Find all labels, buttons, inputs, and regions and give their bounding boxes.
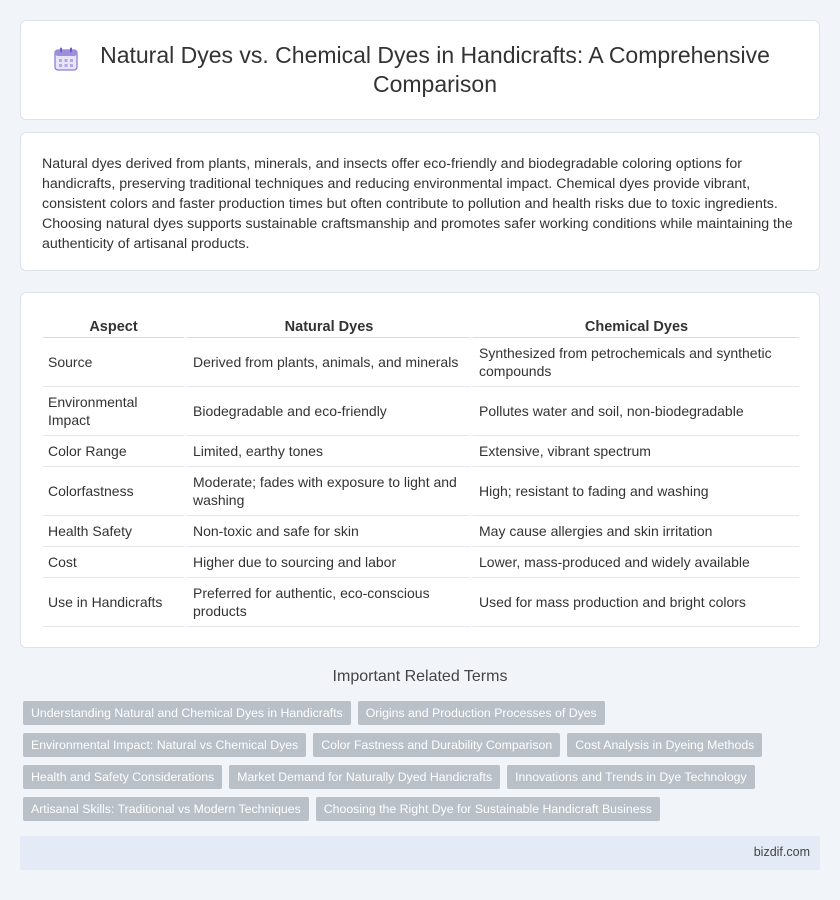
header-card bbox=[20, 20, 820, 120]
cell-aspect: Colorfastness bbox=[43, 467, 184, 516]
header-natural-dyes: Natural Dyes bbox=[184, 316, 470, 338]
cell-chemical: Synthesized from petrochemicals and synthetic compounds bbox=[470, 338, 799, 387]
table-row bbox=[43, 436, 799, 467]
footer-site-link[interactable]: bizdif.com bbox=[753, 845, 810, 859]
cell-chemical: Used for mass production and bright colors bbox=[470, 578, 799, 627]
footer bbox=[20, 836, 820, 870]
cell-natural: Derived from plants, animals, and minerals bbox=[184, 338, 470, 387]
table-header-row bbox=[43, 316, 799, 338]
cell-chemical: Pollutes water and soil, non-biodegradable bbox=[470, 387, 799, 436]
cell-aspect: Health Safety bbox=[43, 516, 184, 547]
cell-natural: Non-toxic and safe for skin bbox=[184, 516, 470, 547]
table-row bbox=[43, 547, 799, 578]
tag-row bbox=[23, 797, 823, 821]
related-terms-list bbox=[23, 701, 823, 829]
cell-aspect: Source bbox=[43, 338, 184, 387]
cell-natural: Limited, earthy tones bbox=[184, 436, 470, 467]
cell-aspect: Color Range bbox=[43, 436, 184, 467]
tag-link[interactable]: Environmental Impact: Natural vs Chemical Dyes bbox=[23, 733, 306, 757]
table-row bbox=[43, 516, 799, 547]
tag-row bbox=[23, 701, 823, 725]
cell-aspect: Cost bbox=[43, 547, 184, 578]
tag-link[interactable]: Choosing the Right Dye for Sustainable Handicraft Business bbox=[316, 797, 660, 821]
tag-link[interactable]: Health and Safety Considerations bbox=[23, 765, 222, 789]
cell-chemical: May cause allergies and skin irritation bbox=[470, 516, 799, 547]
tag-row bbox=[23, 765, 823, 789]
cell-natural: Preferred for authentic, eco-conscious products bbox=[184, 578, 470, 627]
page-title: Natural Dyes vs. Chemical Dyes in Handicrafts: A Comprehensive Comparison bbox=[100, 42, 770, 97]
tag-link[interactable]: Market Demand for Naturally Dyed Handicrafts bbox=[229, 765, 500, 789]
comparison-table bbox=[43, 316, 799, 627]
tag-link[interactable]: Artisanal Skills: Traditional vs Modern Techniques bbox=[23, 797, 309, 821]
cell-natural: Higher due to sourcing and labor bbox=[184, 547, 470, 578]
table-row bbox=[43, 338, 799, 387]
tag-link[interactable]: Cost Analysis in Dyeing Methods bbox=[567, 733, 762, 757]
comparison-table-card bbox=[20, 292, 820, 648]
cell-aspect: Use in Handicrafts bbox=[43, 578, 184, 627]
table-row bbox=[43, 387, 799, 436]
cell-natural: Moderate; fades with exposure to light and washing bbox=[184, 467, 470, 516]
cell-aspect: Environmental Impact bbox=[43, 387, 184, 436]
cell-chemical: Lower, mass-produced and widely available bbox=[470, 547, 799, 578]
header-aspect: Aspect bbox=[43, 316, 184, 338]
tag-link[interactable]: Innovations and Trends in Dye Technology bbox=[507, 765, 755, 789]
header-chemical-dyes: Chemical Dyes bbox=[470, 316, 799, 338]
table-row bbox=[43, 578, 799, 627]
tag-row bbox=[23, 733, 823, 757]
tag-link[interactable]: Color Fastness and Durability Comparison bbox=[313, 733, 560, 757]
cell-chemical: High; resistant to fading and washing bbox=[470, 467, 799, 516]
summary-text: Natural dyes derived from plants, minerals, and insects offer eco-friendly and biodegradable coloring options for handicrafts, preserving traditional techniques and reducing environmental impact. Chemical dyes provide vibrant, consistent colors and faster production times but often contribute to pollution and health risks due to toxic ingredients. Choosing natural dyes supports sustainable craftsmanship and promotes safer working conditions while maintaining the authenticity of artisanal products. bbox=[42, 156, 793, 252]
related-terms-title: Important Related Terms bbox=[332, 668, 508, 685]
summary-card bbox=[20, 132, 820, 271]
tag-link[interactable]: Understanding Natural and Chemical Dyes in Handicrafts bbox=[23, 701, 351, 725]
tag-link[interactable]: Origins and Production Processes of Dyes bbox=[358, 701, 605, 725]
cell-chemical: Extensive, vibrant spectrum bbox=[470, 436, 799, 467]
cell-natural: Biodegradable and eco-friendly bbox=[184, 387, 470, 436]
table-row bbox=[43, 467, 799, 516]
